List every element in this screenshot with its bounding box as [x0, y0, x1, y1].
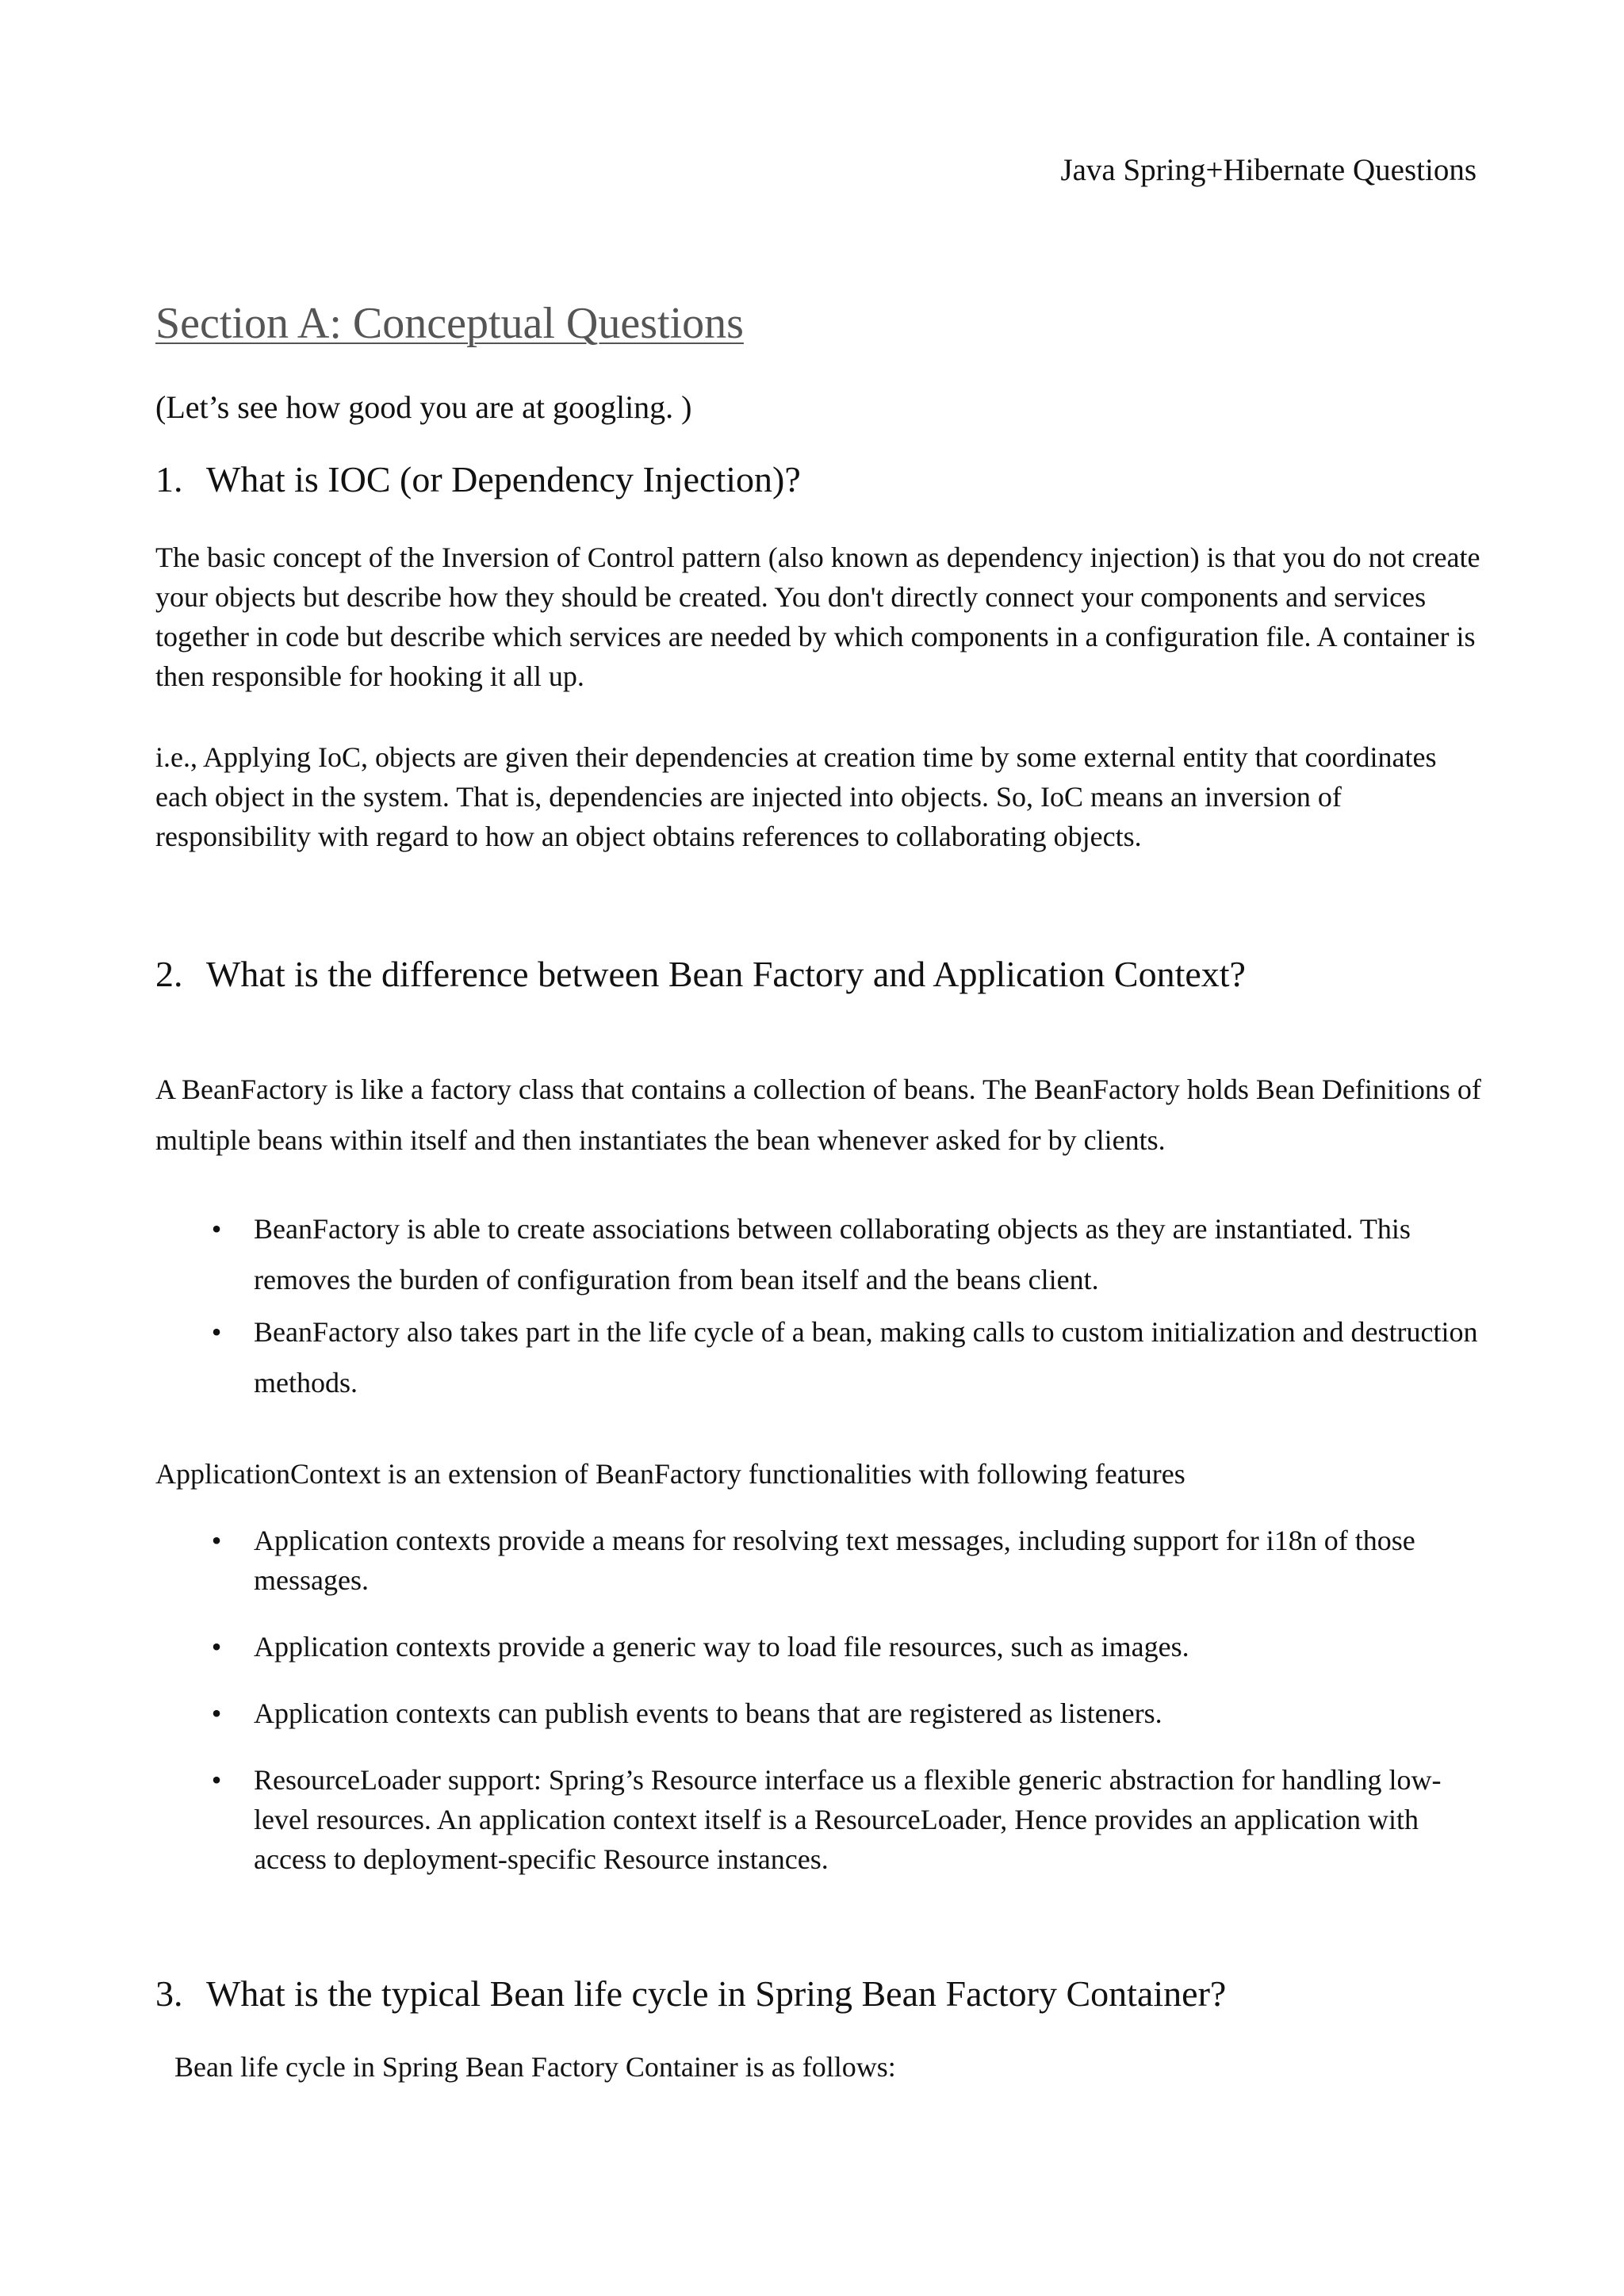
list-item — [155, 1203, 1488, 1305]
question-3-number: 3. — [155, 1973, 183, 2014]
question-2-number: 2. — [155, 954, 183, 994]
bullet-icon: • — [211, 1631, 222, 1663]
list-item-text: BeanFactory is able to create associations between collaborating objects as they are instantiated. This removes the burden of configuration from bean itself and the beans client. — [254, 1213, 1411, 1295]
list-item — [155, 1307, 1488, 1408]
question-2-paragraph-2: ApplicationContext is an extension of BeanFactory functionalities with following features — [155, 1458, 1185, 1490]
question-1-heading — [155, 458, 801, 500]
bullet-icon: • — [211, 1697, 222, 1729]
question-2-heading — [155, 953, 1246, 995]
document-header-title: Java Spring+Hibernate Questions — [1060, 153, 1477, 187]
list-item-text: Application contexts provide a means for resolving text messages, including support for i18n of those messages. — [254, 1525, 1415, 1596]
question-1-title: What is IOC (or Dependency Injection)? — [206, 459, 801, 499]
question-1-paragraph-2: i.e., Applying IoC, objects are given their dependencies at creation time by some external entity that coordinates each object in the system. That is, dependencies are injected into objects. So, IoC means an inversion of responsibility with regard to how an object obtains references to collaborating objects. — [155, 741, 1437, 852]
list-item — [155, 1760, 1488, 1879]
list-item-text: ResourceLoader support: Spring’s Resource interface us a flexible generic abstraction for handling low-level resources. An application context itself is a ResourceLoader, Hence provides an application with access to deployment-specific Resource instances. — [254, 1764, 1442, 1875]
question-2-title: What is the difference between Bean Factory and Application Context? — [206, 954, 1246, 994]
question-1-number: 1. — [155, 459, 183, 499]
bullet-icon: • — [211, 1213, 222, 1245]
question-2-paragraph-1: A BeanFactory is like a factory class that contains a collection of beans. The BeanFactory holds Bean Definitions of multiple beans within itself and then instantiates the bean whenever asked for by clients. — [155, 1073, 1481, 1156]
beanfactory-bullet-list — [155, 1203, 1488, 1410]
list-item — [155, 1521, 1488, 1600]
question-3-paragraph-1: Bean life cycle in Spring Bean Factory Container is as follows: — [174, 2051, 896, 2083]
list-item-text: BeanFactory also takes part in the life cycle of a bean, making calls to custom initialization and destruction methods. — [254, 1316, 1478, 1399]
list-item-text: Application contexts can publish events to beans that are registered as listeners. — [254, 1697, 1162, 1729]
bullet-icon: • — [211, 1525, 222, 1556]
question-3-heading — [155, 1973, 1226, 2015]
question-3-title: What is the typical Bean life cycle in Spring Bean Factory Container? — [206, 1973, 1227, 2014]
list-item — [155, 1627, 1488, 1667]
list-item-text: Application contexts provide a generic way to load file resources, such as images. — [254, 1631, 1189, 1663]
list-item — [155, 1693, 1488, 1733]
section-title: Section A: Conceptual Questions — [155, 299, 744, 348]
bullet-icon: • — [211, 1764, 222, 1796]
section-intro: (Let’s see how good you are at googling. ) — [155, 389, 692, 425]
question-1-paragraph-1: The basic concept of the Inversion of Control pattern (also known as dependency injection) is that you do not create your objects but describe how they should be created. You don't directly connect your components and services together in code but describe which services are needed by which components in a configuration file. A container is then responsible for hooking it all up. — [155, 541, 1480, 692]
bullet-icon: • — [211, 1316, 222, 1348]
applicationcontext-bullet-list — [155, 1521, 1488, 1906]
